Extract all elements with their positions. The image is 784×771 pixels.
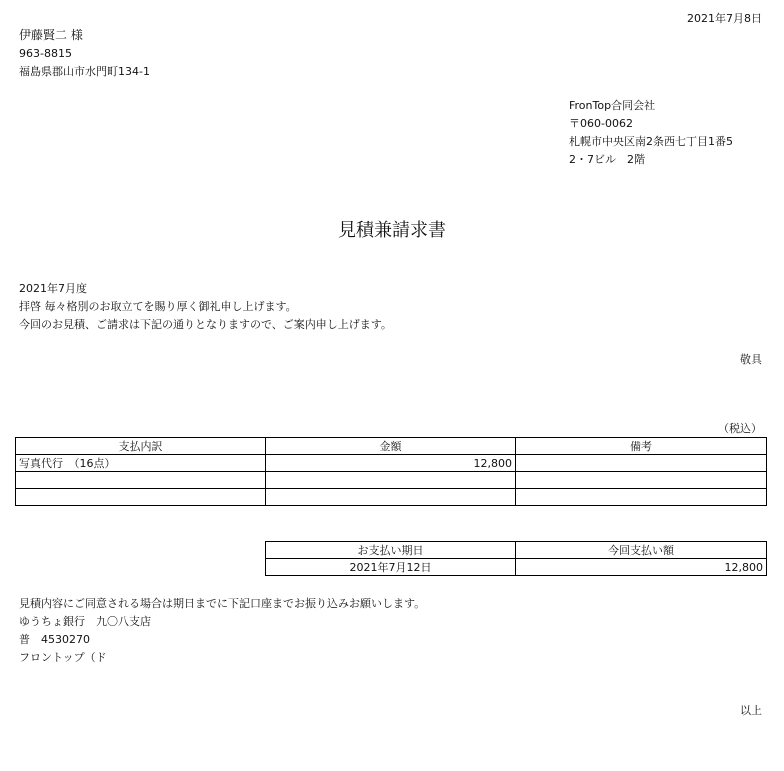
item-amount bbox=[266, 472, 516, 489]
table-row bbox=[16, 472, 767, 489]
recipient-address: 福島県郡山市水門町134-1 bbox=[19, 65, 150, 78]
payment-amount: 12,800 bbox=[516, 559, 767, 576]
payment-due-date: 2021年7月12日 bbox=[266, 559, 516, 576]
closing-salutation: 敬具 bbox=[740, 353, 762, 366]
header-payment-amount: 今回支払い額 bbox=[516, 542, 767, 559]
document-title: 見積兼請求書 bbox=[338, 220, 446, 241]
header-amount: 金額 bbox=[266, 438, 516, 455]
payment-table bbox=[265, 541, 767, 576]
items-table-header-row bbox=[16, 438, 767, 455]
sender-address-line1: 札幌市中央区南2条西七丁目1番5 bbox=[569, 135, 733, 148]
greeting-line-1: 拝啓 毎々格別のお取立てを賜り厚く御礼申し上げます。 bbox=[19, 300, 297, 313]
header-breakdown: 支払内訳 bbox=[16, 438, 266, 455]
end-mark: 以上 bbox=[740, 704, 762, 717]
header-remarks: 備考 bbox=[516, 438, 767, 455]
sender-address-line2: 2・7ビル 2階 bbox=[569, 153, 645, 166]
item-amount: 12,800 bbox=[266, 455, 516, 472]
bank-account: 普 4530270 bbox=[19, 633, 90, 646]
table-row bbox=[16, 489, 767, 506]
greeting-line-2: 今回のお見積、ご請求は下記の通りとなりますので、ご案内申し上げます。 bbox=[19, 318, 392, 331]
account-holder: フロントップ（ド bbox=[19, 651, 107, 664]
recipient-postal: 963-8815 bbox=[19, 47, 72, 60]
sender-postal: 〒060-0062 bbox=[569, 117, 633, 130]
document-date: 2021年7月8日 bbox=[687, 12, 762, 25]
table-row bbox=[16, 455, 767, 472]
items-table bbox=[15, 437, 767, 506]
billing-period: 2021年7月度 bbox=[19, 282, 87, 295]
payment-instruction: 見積内容にご同意される場合は期日までに下記口座までお振り込みお願いします。 bbox=[19, 597, 426, 610]
item-description: 写真代行 （16点） bbox=[16, 455, 266, 472]
bank-name: ゆうちょ銀行 九〇八支店 bbox=[19, 615, 151, 628]
item-description bbox=[16, 489, 266, 506]
payment-table-header-row bbox=[266, 542, 767, 559]
item-remarks bbox=[516, 472, 767, 489]
item-amount bbox=[266, 489, 516, 506]
sender-company: FronTop合同会社 bbox=[569, 99, 656, 112]
header-due-date: お支払い期日 bbox=[266, 542, 516, 559]
tax-included-note: （税込） bbox=[718, 422, 762, 435]
table-row bbox=[266, 559, 767, 576]
item-description bbox=[16, 472, 266, 489]
item-remarks bbox=[516, 455, 767, 472]
item-remarks bbox=[516, 489, 767, 506]
recipient-name: 伊藤賢二 様 bbox=[19, 28, 83, 42]
